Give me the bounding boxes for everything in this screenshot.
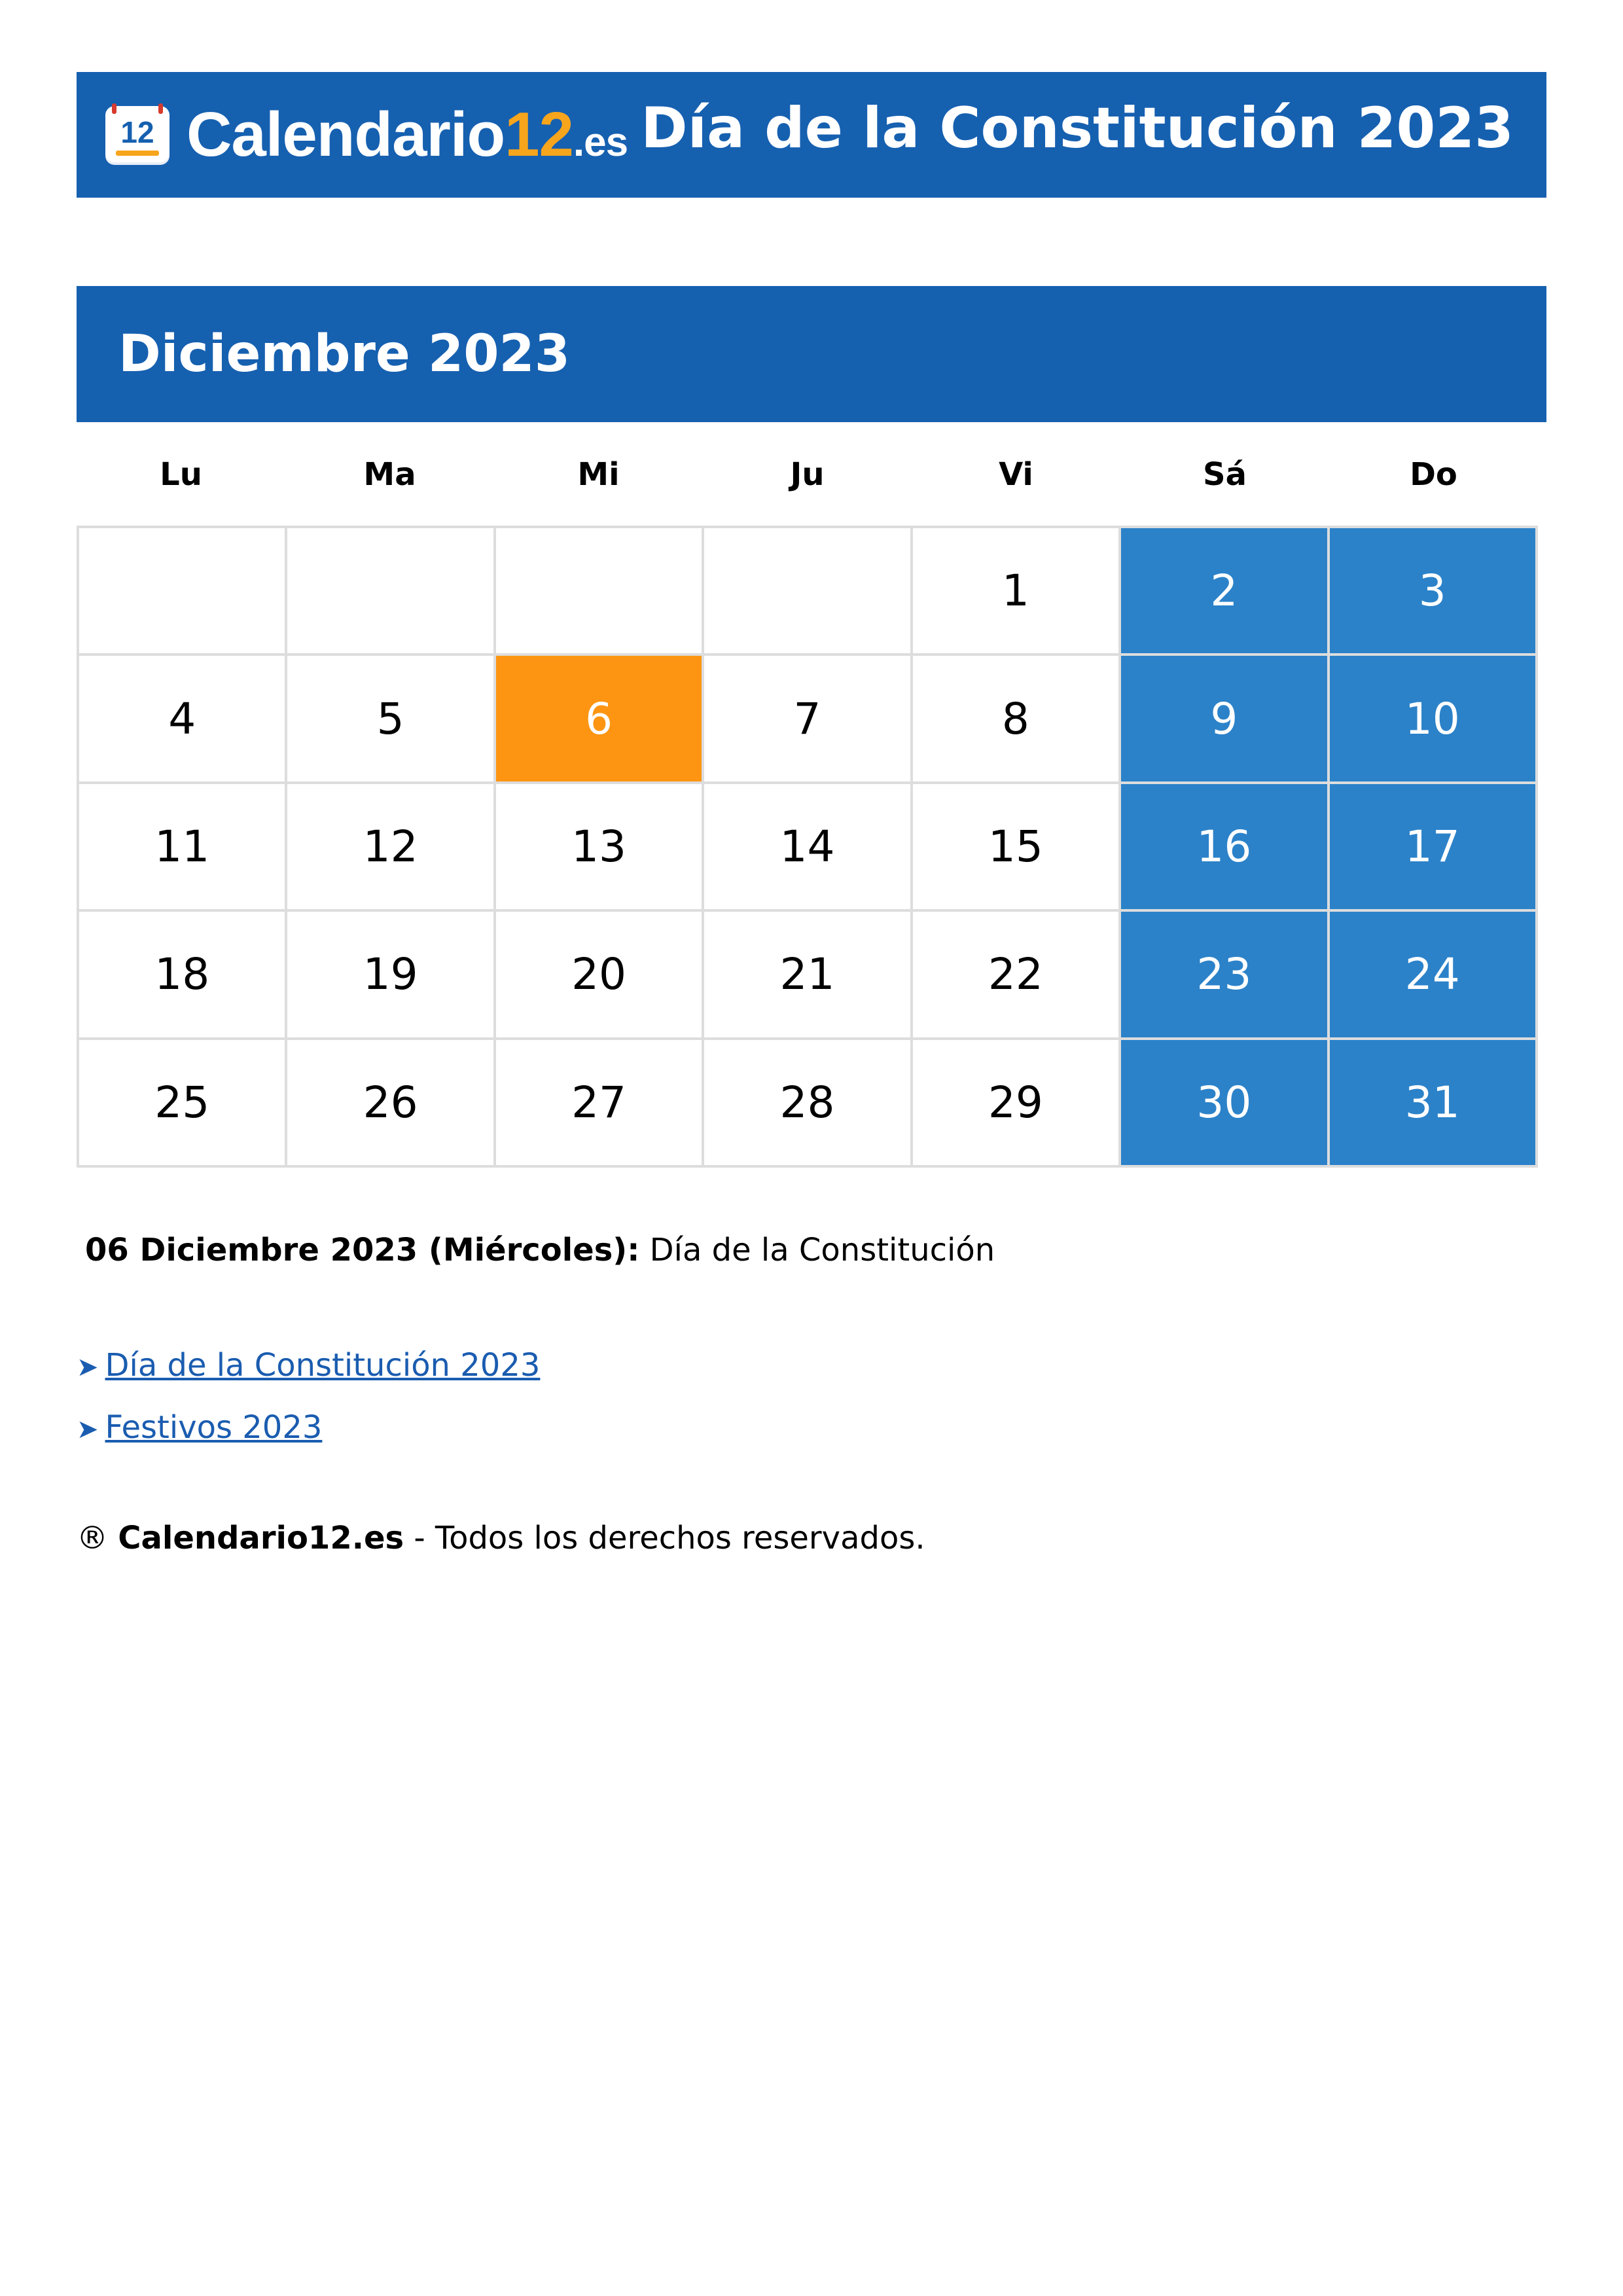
day-cell[interactable]: 27 — [496, 1040, 704, 1168]
svg-text:12: 12 — [120, 115, 154, 149]
day-cell[interactable]: 7 — [704, 656, 912, 783]
empty-day-cell — [287, 528, 495, 656]
link-festivos[interactable]: Festivos 2023 — [105, 1409, 323, 1446]
weekday-header-row — [77, 448, 1538, 501]
holiday-date: 06 Diciembre 2023 (Miércoles): — [85, 1232, 640, 1268]
weekday-label: Mi — [577, 456, 620, 493]
logo-wordmark: Calendario12.es — [187, 99, 628, 170]
day-cell[interactable]: 28 — [704, 1040, 912, 1168]
day-cell[interactable]: 24 — [1330, 912, 1538, 1039]
day-cell[interactable]: 2 — [1121, 528, 1329, 656]
day-cell[interactable]: 9 — [1121, 656, 1329, 783]
day-cell[interactable]: 31 — [1330, 1040, 1538, 1168]
day-cell[interactable]: 11 — [79, 784, 287, 912]
link-item — [77, 1397, 540, 1460]
day-cell[interactable]: 30 — [1121, 1040, 1329, 1168]
weekday-label: Vi — [999, 456, 1033, 493]
day-cell[interactable]: 29 — [913, 1040, 1121, 1168]
day-cell[interactable]: 10 — [1330, 656, 1538, 783]
day-cell[interactable]: 4 — [79, 656, 287, 783]
footer — [77, 1520, 925, 1556]
day-cell[interactable]: 26 — [287, 1040, 495, 1168]
calendar-logo-icon — [103, 103, 172, 166]
arrow-icon: ➤ — [77, 1414, 99, 1444]
day-cell[interactable]: 12 — [287, 784, 495, 912]
weekday-label: Sá — [1203, 456, 1247, 493]
holiday-name: Día de la Constitución — [649, 1232, 995, 1268]
footer-text: - Todos los derechos reservados. — [414, 1520, 925, 1556]
holiday-note — [85, 1232, 995, 1268]
footer-brand: Calendario12.es — [118, 1520, 404, 1556]
day-cell[interactable]: 21 — [704, 912, 912, 1039]
registered-symbol: ® — [77, 1520, 108, 1556]
empty-day-cell — [496, 528, 704, 656]
page-title: Día de la Constitución 2023 — [641, 96, 1514, 161]
month-header — [77, 286, 1546, 422]
day-cell[interactable]: 16 — [1121, 784, 1329, 912]
related-links — [77, 1335, 540, 1460]
weekday-label: Ju — [790, 456, 825, 493]
day-cell[interactable]: 5 — [287, 656, 495, 783]
day-cell[interactable]: 1 — [913, 528, 1121, 656]
weekday-label: Lu — [160, 456, 202, 493]
empty-day-cell — [704, 528, 912, 656]
day-cell[interactable]: 19 — [287, 912, 495, 1039]
link-dia-constitucion[interactable]: Día de la Constitución 2023 — [105, 1347, 541, 1384]
day-cell[interactable]: 8 — [913, 656, 1121, 783]
day-cell[interactable]: 17 — [1330, 784, 1538, 912]
empty-day-cell — [79, 528, 287, 656]
day-cell[interactable]: 14 — [704, 784, 912, 912]
month-title: Diciembre 2023 — [118, 325, 571, 384]
page-header — [77, 72, 1546, 198]
site-logo[interactable] — [103, 99, 628, 171]
weekday-label: Ma — [363, 456, 416, 493]
day-cell[interactable]: 15 — [913, 784, 1121, 912]
weekday-label: Do — [1410, 456, 1457, 493]
day-cell[interactable]: 18 — [79, 912, 287, 1039]
arrow-icon: ➤ — [77, 1352, 99, 1382]
day-cell[interactable]: 22 — [913, 912, 1121, 1039]
calendar-grid — [77, 526, 1538, 1168]
day-cell[interactable]: 20 — [496, 912, 704, 1039]
day-cell[interactable]: 3 — [1330, 528, 1538, 656]
day-cell[interactable]: 25 — [79, 1040, 287, 1168]
holiday-day-cell[interactable]: 6 — [496, 656, 704, 783]
link-item — [77, 1335, 540, 1397]
day-cell[interactable]: 23 — [1121, 912, 1329, 1039]
day-cell[interactable]: 13 — [496, 784, 704, 912]
